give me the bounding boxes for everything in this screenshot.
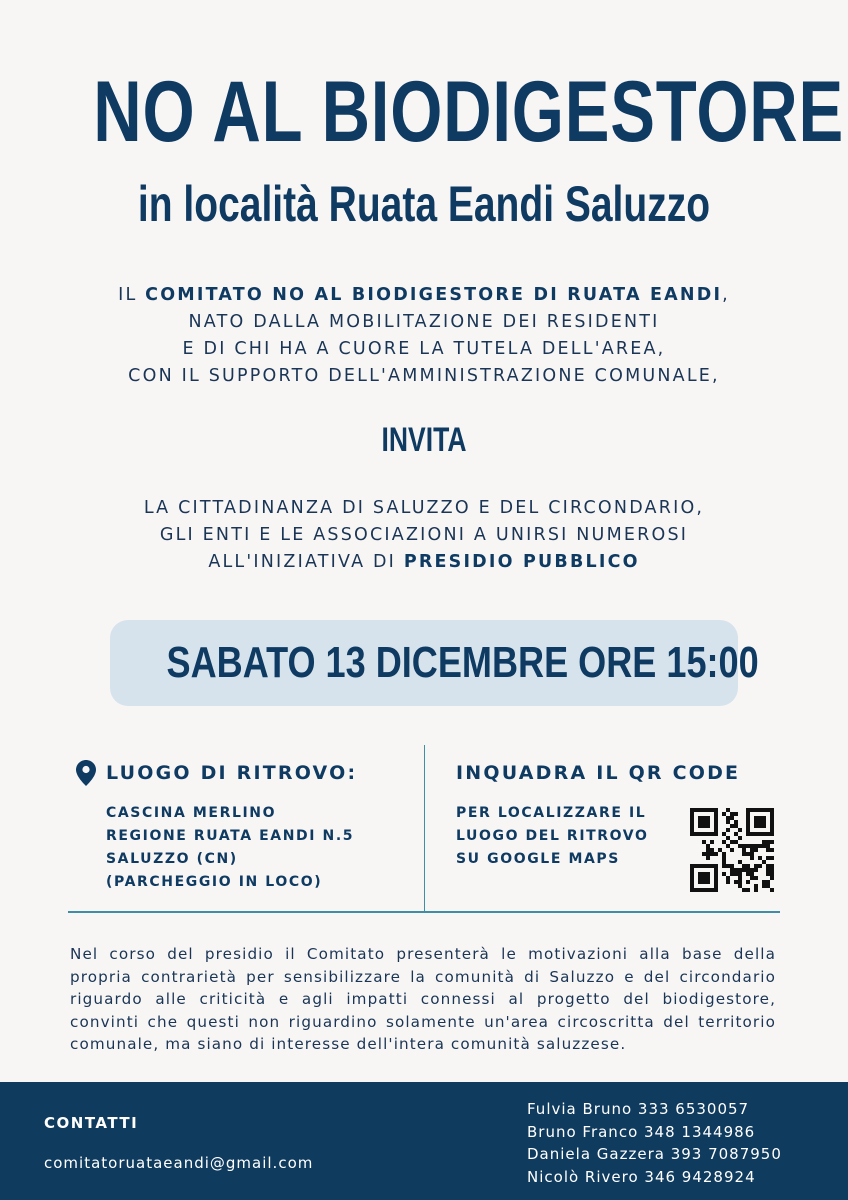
qr-module [706,876,710,880]
qr-module [714,852,718,856]
qr-module [698,820,702,824]
qr-module [770,840,774,844]
qr-module [706,852,710,856]
location-address [106,802,354,894]
qr-module [714,808,718,812]
qr-module [690,824,694,828]
qr-module [746,828,750,832]
qr-module [730,816,734,820]
qr-module [698,864,702,868]
invite-text [0,495,848,576]
qr-module [710,840,714,844]
qr-module [726,808,730,812]
qr-module [706,844,710,848]
qr-module [702,832,706,836]
contact-entry: Nicolò Rivero 346 9428924 [527,1167,756,1186]
qr-module [726,864,730,868]
invite-line-3 [0,549,848,576]
qr-module [690,808,694,812]
qr-module [734,872,738,876]
qr-module [758,816,762,820]
qr-module [750,876,754,880]
qr-module [738,880,742,884]
qr-module [698,872,702,876]
qr-module [746,832,750,836]
qr-module [706,856,710,860]
qr-module [758,820,762,824]
qr-module [766,844,770,848]
contacts-label: CONTATTI [44,1114,139,1132]
qr-module [766,848,770,852]
poster-title: NO AL BIODIGESTORE [93,64,845,160]
qr-module [754,844,758,848]
qr-module [714,816,718,820]
qr-module [714,824,718,828]
qr-module [698,876,702,880]
qr-module [706,808,710,812]
qr-module [702,852,706,856]
qr-module [754,888,758,892]
qr-module [742,852,746,856]
qr-module [754,848,758,852]
qr-module [690,820,694,824]
qr-module [734,832,738,836]
qr-module [758,856,762,860]
qr-module [710,832,714,836]
qr-module [730,848,734,852]
qr-module [706,880,710,884]
qr-module [754,824,758,828]
qr-module [770,864,774,868]
qr-module [710,848,714,852]
location-line: REGIONE RUATA EANDI N.5 [106,828,355,844]
qr-module [746,888,750,892]
qr-module [714,888,718,892]
qr-module [718,848,722,852]
qr-module [730,840,734,844]
qr-module [702,840,706,844]
qr-module [710,864,714,868]
qr-module [710,888,714,892]
qr-module [694,808,698,812]
qr-module [710,808,714,812]
section-divider [68,911,780,913]
qr-module [754,864,758,868]
qr-module [722,872,726,876]
qr-module [714,880,718,884]
qr-module [690,876,694,880]
qr-module [746,844,750,848]
qr-module [746,868,750,872]
qr-module [714,876,718,880]
column-divider [424,745,425,912]
qr-module [690,864,694,868]
intro-line-1 [0,282,848,309]
contact-list [527,1098,782,1188]
qr-module [754,876,758,880]
qr-module [754,816,758,820]
qr-module [702,872,706,876]
qr-module [714,820,718,824]
qr-module [742,848,746,852]
qr-module [706,820,710,824]
qr-module [750,844,754,848]
qr-module [738,884,742,888]
qr-module [770,816,774,820]
qr-module [738,836,742,840]
qr-module [714,864,718,868]
qr-module [690,872,694,876]
qr-module [730,824,734,828]
qr-module [742,868,746,872]
qr-module [690,868,694,872]
qr-module [730,864,734,868]
qr-module [730,868,734,872]
qr-module [690,816,694,820]
qr-module [702,880,706,884]
intro-line-1-prefix: IL [118,285,146,305]
qr-module [770,872,774,876]
poster-subtitle: in località Ruata Eandi Saluzzo [137,176,711,232]
qr-module [694,888,698,892]
qr-line: PER LOCALIZZARE IL [456,805,647,821]
qr-module [726,828,730,832]
qr-module [766,856,770,860]
invite-line-1: LA CITTADINANZA DI SALUZZO E DEL CIRCONDARIO, [143,498,705,518]
qr-module [746,812,750,816]
qr-module [734,880,738,884]
qr-module [750,868,754,872]
qr-module [766,832,770,836]
qr-module [722,840,726,844]
qr-module [738,828,742,832]
qr-module [734,812,738,816]
qr-module [762,824,766,828]
qr-module [726,880,730,884]
qr-module [730,812,734,816]
qr-module [766,808,770,812]
qr-module [750,832,754,836]
qr-module [722,860,726,864]
presidio-pubblico: PRESIDIO PUBBLICO [403,552,640,572]
intro-line-1-suffix: , [722,285,730,305]
qr-module [758,808,762,812]
qr-module [706,888,710,892]
qr-module [766,864,770,868]
qr-module [762,860,766,864]
location-line: SALUZZO (CN) [106,851,238,867]
qr-module [742,888,746,892]
description-paragraph: Nel corso del presidio il Comitato presenterà le motivazioni alla base della propria contrarietà per sensibilizzare la comunità di Saluzzo e del circondario riguardo alle criticità e agli impatti connessi al progetto del biodigestore, convinti che questi non riguardino solamente un'area circoscritta del territorio comunale, ma siano di interesse dell'intera comunità saluzzese. [70,945,776,1054]
qr-module [738,876,742,880]
qr-module [762,844,766,848]
location-line: (PARCHEGGIO IN LOCO) [106,874,323,890]
qr-module [706,848,710,852]
qr-module [726,836,730,840]
qr-module [722,856,726,860]
qr-module [770,876,774,880]
qr-module [726,820,730,824]
qr-module [690,832,694,836]
qr-module [690,884,694,888]
qr-module [766,868,770,872]
qr-module [746,852,750,856]
qr-module [754,808,758,812]
qr-description [456,802,648,871]
qr-module [690,812,694,816]
qr-module [754,884,758,888]
qr-module [750,856,754,860]
qr-module [762,880,766,884]
qr-module [766,840,770,844]
qr-module [698,832,702,836]
qr-module [766,872,770,876]
qr-line: SU GOOGLE MAPS [456,851,620,867]
qr-module [762,808,766,812]
qr-module [750,808,754,812]
qr-module [722,864,726,868]
qr-module [706,824,710,828]
qr-module [766,884,770,888]
qr-module [758,832,762,836]
qr-module [734,868,738,872]
qr-module [730,872,734,876]
qr-module [746,816,750,820]
location-line: CASCINA MERLINO [106,805,277,821]
contact-email[interactable]: comitatoruataeandi@gmail.com [44,1154,314,1172]
qr-module [698,816,702,820]
qr-module [734,840,738,844]
qr-module [770,828,774,832]
qr-module [746,872,750,876]
event-date: SABATO 13 DICEMBRE ORE 15:00 [166,638,759,687]
qr-module [762,884,766,888]
qr-module [702,824,706,828]
qr-module [714,872,718,876]
invita-heading: INVITA [381,421,467,459]
qr-module [758,844,762,848]
qr-module [754,832,758,836]
qr-module [734,824,738,828]
qr-module [742,844,746,848]
qr-module [746,880,750,884]
qr-line: LUOGO DEL RITROVO [456,828,649,844]
qr-module [758,824,762,828]
qr-module [726,816,730,820]
qr-module [706,864,710,868]
contact-entry: Fulvia Bruno 333 6530057 [527,1100,750,1118]
qr-module [742,864,746,868]
qr-module [750,852,754,856]
qr-module [750,848,754,852]
qr-module [702,820,706,824]
qr-module [770,832,774,836]
qr-module [770,848,774,852]
qr-module [754,820,758,824]
qr-module [766,880,770,884]
qr-module [690,880,694,884]
qr-module [738,868,742,872]
qr-module [698,808,702,812]
qr-module [702,816,706,820]
invite-line-3-prefix: ALL'INIZIATIVA DI [208,552,404,572]
location-heading: LUOGO DI RITROVO: [106,762,358,784]
qr-module [710,852,714,856]
qr-module [722,812,726,816]
qr-module [714,884,718,888]
qr-module [770,888,774,892]
qr-module [746,820,750,824]
qr-module [702,888,706,892]
intro-text [0,282,848,390]
qr-module [726,876,730,880]
qr-module [722,832,726,836]
qr-module [706,872,710,876]
qr-module [714,868,718,872]
map-pin-icon [76,760,96,786]
qr-module [750,872,754,876]
qr-module [702,808,706,812]
qr-module [690,828,694,832]
qr-module [770,868,774,872]
invite-line-2: GLI ENTI E LE ASSOCIAZIONI A UNIRSI NUMEROSI [159,525,689,545]
qr-module [702,864,706,868]
qr-module [758,864,762,868]
qr-module [738,860,742,864]
qr-module [714,812,718,816]
qr-module [762,840,766,844]
intro-line-4: CON IL SUPPORTO DELL'AMMINISTRAZIONE COMUNALE, [128,366,720,386]
qr-module [726,844,730,848]
qr-module [694,832,698,836]
qr-module [706,816,710,820]
qr-module [738,872,742,876]
qr-module [746,864,750,868]
committee-name: COMITATO NO AL BIODIGESTORE DI RUATA EANDI [145,285,723,305]
intro-line-3: E DI CHI HA A CUORE LA TUTELA DELL'AREA, [182,339,666,359]
qr-module [706,832,710,836]
contact-entry: Bruno Franco 348 1344986 [527,1122,756,1141]
qr-module [770,812,774,816]
qr-module [734,820,738,824]
qr-module [714,832,718,836]
qr-module [770,820,774,824]
qr-code-icon[interactable] [690,808,774,892]
contact-entry: Daniela Gazzera 393 7087950 [527,1145,782,1163]
qr-module [746,824,750,828]
qr-module [762,832,766,836]
qr-module [694,864,698,868]
qr-heading: INQUADRA IL QR CODE [456,762,741,784]
qr-module [754,868,758,872]
qr-module [714,828,718,832]
intro-line-2: NATO DALLA MOBILITAZIONE DEI RESIDENTI [188,312,660,332]
qr-module [762,816,766,820]
qr-module [770,808,774,812]
qr-module [698,880,702,884]
qr-module [722,852,726,856]
qr-module [746,808,750,812]
qr-module [738,844,742,848]
qr-module [770,856,774,860]
qr-module [762,820,766,824]
qr-module [770,824,774,828]
qr-module [690,888,694,892]
qr-module [698,888,702,892]
qr-module [698,824,702,828]
qr-module [702,876,706,880]
